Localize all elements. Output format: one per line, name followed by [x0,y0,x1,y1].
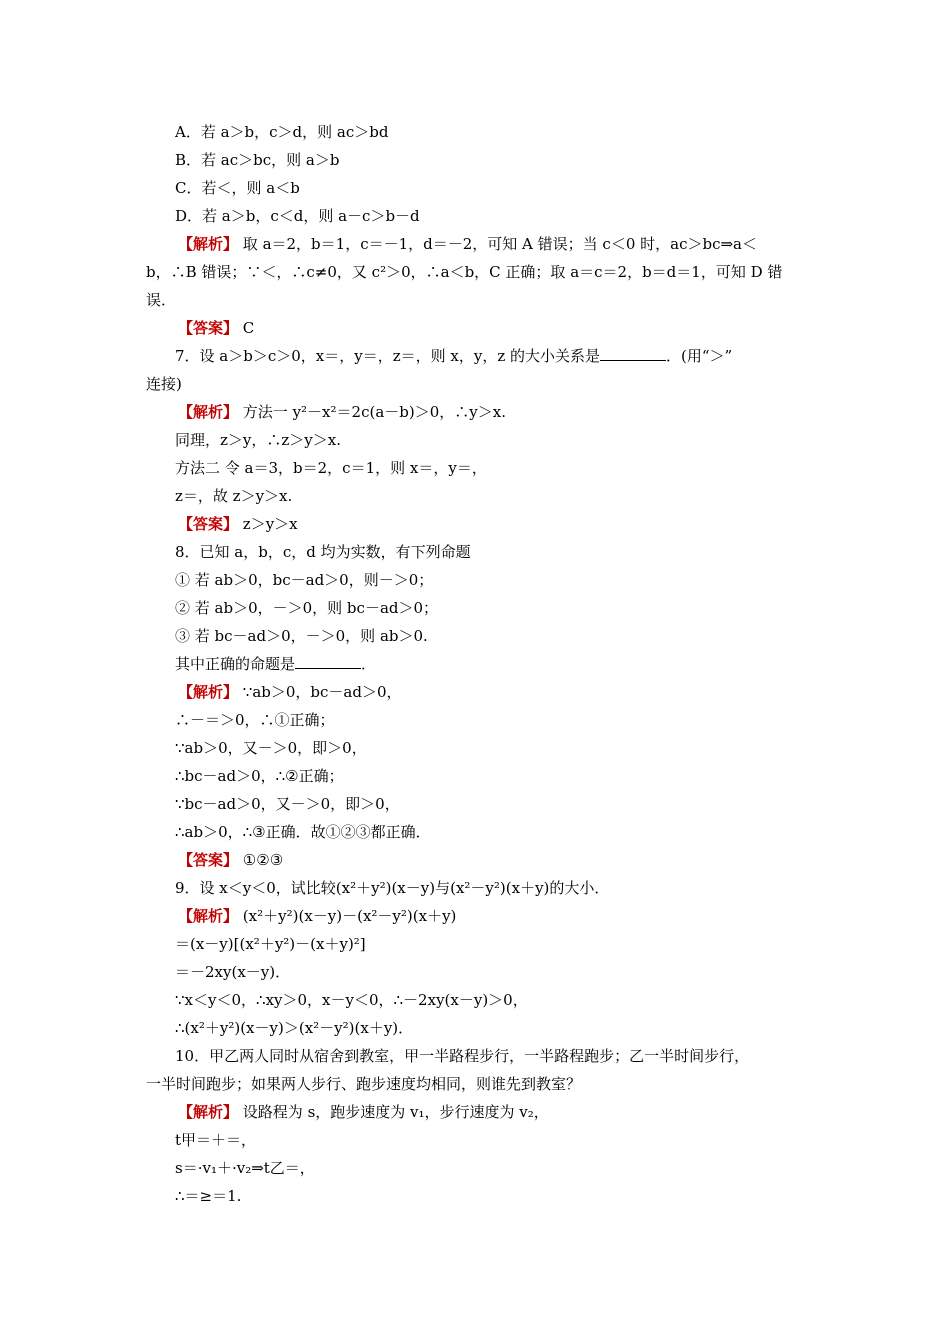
q7-stem-line-2: 连接) [146,375,182,393]
q8-analysis-line-2: ∴－＝＞0，∴①正确； [175,711,335,729]
q8-proposition-3: ③ 若 bc－ad＞0，－＞0，则 ab＞0. [175,627,428,645]
analysis-tag: 【解析】 [178,1103,239,1121]
q6-option-b: B．若 ac＞bc，则 a＞b [175,151,340,169]
answer-blank [600,346,666,361]
q6-answer: C [242,319,255,337]
q7-stem-hint: ．(用“＞” [666,347,733,365]
analysis-tag: 【解析】 [178,683,239,701]
q6-option-c: C．若＜，则 a＜b [175,179,300,197]
q6-analysis-text-1: 取 a＝2，b＝1，c＝－1，d＝－2，可知 A 错误；当 c＜0 时，ac＞bc⇒a＜ [242,235,757,253]
analysis-tag: 【解析】 [178,403,239,421]
q9-analysis-text-1: (x²＋y²)(x－y)－(x²－y²)(x＋y) [242,907,457,925]
q9-analysis-line-3: ＝－2xy(x－y)． [175,963,291,981]
q10-analysis-line-3: s＝·v₁＋·v₂⇒t乙＝， [175,1159,315,1177]
q8-question-line [175,654,376,674]
analysis-tag: 【解析】 [178,907,239,925]
q8-stem: 8．已知 a，b，c，d 均为实数，有下列命题 [175,543,471,561]
q8-proposition-1: ① 若 ab＞0，bc－ad＞0，则－＞0； [175,571,434,589]
q6-analysis-line-1 [178,234,757,254]
q8-analysis-text-1: ∵ab＞0，bc－ad＞0， [242,683,402,701]
answer-tag: 【答案】 [178,851,239,869]
q6-option-a: A．若 a＞b，c＞d，则 ac＞bd [175,123,389,141]
q9-analysis-line-5: ∴(x²＋y²)(x－y)＞(x²－y²)(x＋y)． [175,1019,414,1037]
q7-analysis-line-4: z＝，故 z＞y＞x. [175,487,293,505]
q8-answer: ①②③ [242,851,284,869]
q10-analysis-line-2: t甲＝＋＝， [175,1131,257,1149]
q8-question-end: ． [361,655,377,673]
q10-analysis-line-4: ∴＝≥＝1. [175,1187,242,1205]
q10-stem-line-1: 10．甲乙两人同时从宿舍到教室，甲一半路程步行，一半路程跑步；乙一半时间步行， [175,1047,750,1065]
q9-analysis-line-2: ＝(x－y)[(x²＋y²)－(x＋y)²] [175,935,366,953]
q6-analysis-line-2: b，∴B 错误；∵＜，∴c≠0，又 c²＞0，∴a＜b，C 正确；取 a＝c＝2，b＝d＝1，可知 D 错 [146,263,783,281]
q8-analysis-line-3: ∵ab＞0，又－＞0，即＞0， [175,739,367,757]
q7-analysis-line-1 [178,402,506,422]
answer-tag: 【答案】 [178,319,239,337]
q9-stem: 9．设 x＜y＜0，试比较(x²＋y²)(x－y)与(x²－y²)(x＋y)的大小． [175,879,610,897]
q7-stem-line-1 [175,346,732,366]
q7-analysis-text-1: 方法一 y²－x²＝2c(a－b)＞0，∴y＞x. [242,403,506,421]
q10-stem-line-2: 一半时间跑步；如果两人步行、跑步速度均相同，则谁先到教室？ [146,1075,582,1093]
q10-analysis-line-1 [178,1102,549,1122]
answer-blank [295,654,361,669]
q8-analysis-line-6: ∴ab＞0，∴③正确．故①②③都正确． [175,823,431,841]
q6-option-d: D．若 a＞b，c＜d，则 a－c＞b－d [175,207,420,225]
q7-stem-text: 7．设 a＞b＞c＞0，x＝，y＝，z＝，则 x，y，z 的大小关系是 [175,347,601,365]
q8-question-text: 其中正确的命题是 [175,655,296,673]
q8-analysis-line-4: ∴bc－ad＞0，∴②正确； [175,767,344,785]
analysis-tag: 【解析】 [178,235,239,253]
q9-analysis-line-4: ∵x＜y＜0，∴xy＞0，x－y＜0，∴－2xy(x－y)＞0， [175,991,528,1009]
q7-analysis-line-3: 方法二 令 a＝3，b＝2，c＝1，则 x＝，y＝， [175,459,487,477]
q10-analysis-text-1: 设路程为 s，跑步速度为 v₁，步行速度为 v₂， [242,1103,549,1121]
q7-answer-line [178,514,298,534]
q8-analysis-line-5: ∵bc－ad＞0，又－＞0，即＞0， [175,795,400,813]
q6-answer-line [178,318,254,338]
q8-proposition-2: ② 若 ab＞0，－＞0，则 bc－ad＞0； [175,599,439,617]
q6-analysis-line-3: 误． [146,291,177,309]
answer-tag: 【答案】 [178,515,239,533]
q7-analysis-line-2: 同理，z＞y，∴z＞y＞x. [175,431,341,449]
q9-analysis-line-1 [178,906,456,926]
q8-answer-line [178,850,283,870]
q7-answer: z＞y＞x [242,515,298,533]
q8-analysis-line-1 [178,682,402,702]
